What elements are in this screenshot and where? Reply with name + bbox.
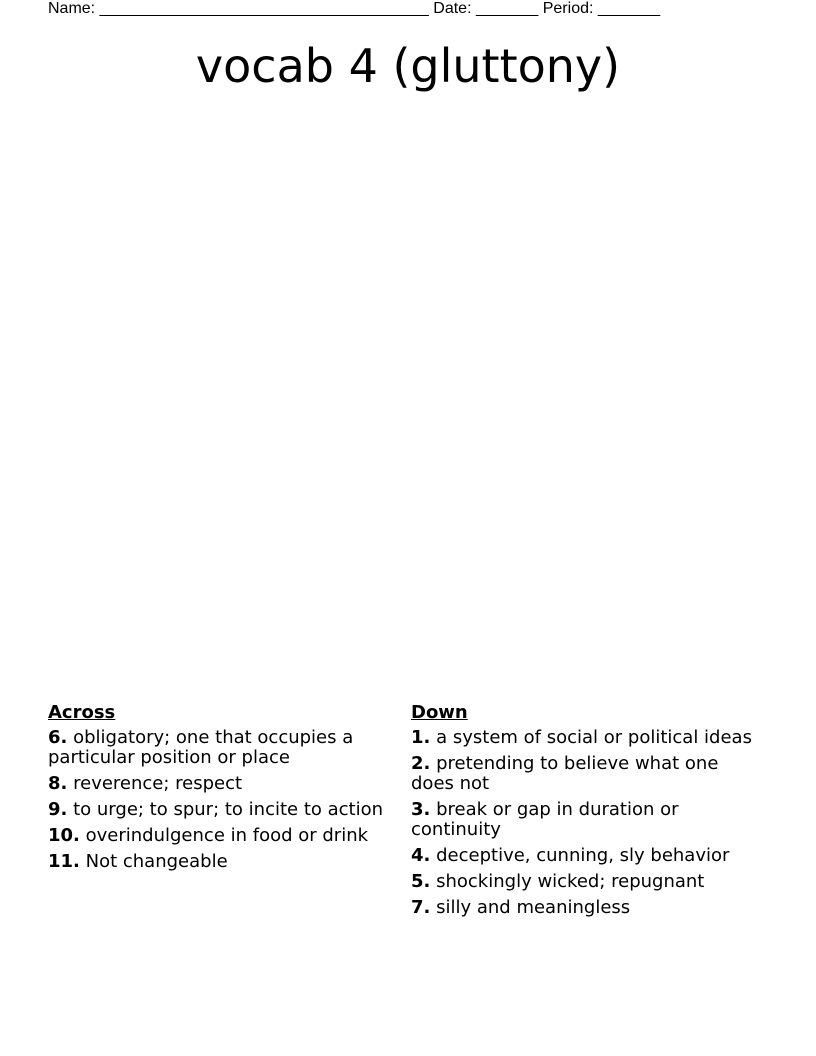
clue-item (48, 774, 393, 794)
down-heading: Down (411, 702, 468, 723)
clue-item (48, 852, 393, 872)
clue-item (411, 754, 761, 794)
student-info-line (48, 0, 748, 20)
clue-number: 10. (48, 825, 80, 846)
clue-item (48, 728, 393, 768)
clue-item (411, 898, 761, 918)
clue-number: 8. (48, 773, 68, 794)
clue-number: 7. (411, 897, 431, 918)
crossword-grid-area (48, 110, 768, 690)
clue-item (48, 826, 393, 846)
period-blank: _______ (597, 0, 661, 17)
clue-text: shockingly wicked; repugnant (436, 871, 705, 892)
clue-item (411, 800, 761, 840)
clue-number: 11. (48, 851, 80, 872)
clue-text: a system of social or political ideas (436, 727, 752, 748)
across-heading: Across (48, 702, 116, 723)
clue-text: deceptive, cunning, sly behavior (436, 845, 730, 866)
date-label: Date: (433, 0, 472, 17)
name-blank: _____________________________________ (99, 0, 429, 17)
clue-number: 1. (411, 727, 431, 748)
clue-text: silly and meaningless (436, 897, 631, 918)
clue-text: reverence; respect (73, 773, 243, 794)
clue-text: to urge; to spur; to incite to action (73, 799, 384, 820)
clue-text: obligatory; one that occupies a particular position or place (48, 727, 354, 768)
clue-number: 3. (411, 799, 431, 820)
clue-number: 9. (48, 799, 68, 820)
clue-item (48, 800, 393, 820)
date-blank: _______ (475, 0, 539, 17)
clue-number: 2. (411, 753, 431, 774)
clue-number: 4. (411, 845, 431, 866)
clue-text: break or gap in duration or continuity (411, 799, 679, 840)
down-clues (411, 701, 761, 924)
name-label: Name: (48, 0, 96, 17)
across-clues (48, 701, 393, 878)
clue-text: overindulgence in food or drink (85, 825, 369, 846)
clue-number: 5. (411, 871, 431, 892)
clue-text: Not changeable (85, 851, 228, 872)
clue-item (411, 728, 761, 748)
period-label: Period: (542, 0, 594, 17)
clue-text: pretending to believe what one does not (411, 753, 719, 794)
clue-item (411, 872, 761, 892)
clue-item (411, 846, 761, 866)
page-title: vocab 4 (gluttony) (195, 39, 621, 93)
clue-number: 6. (48, 727, 68, 748)
